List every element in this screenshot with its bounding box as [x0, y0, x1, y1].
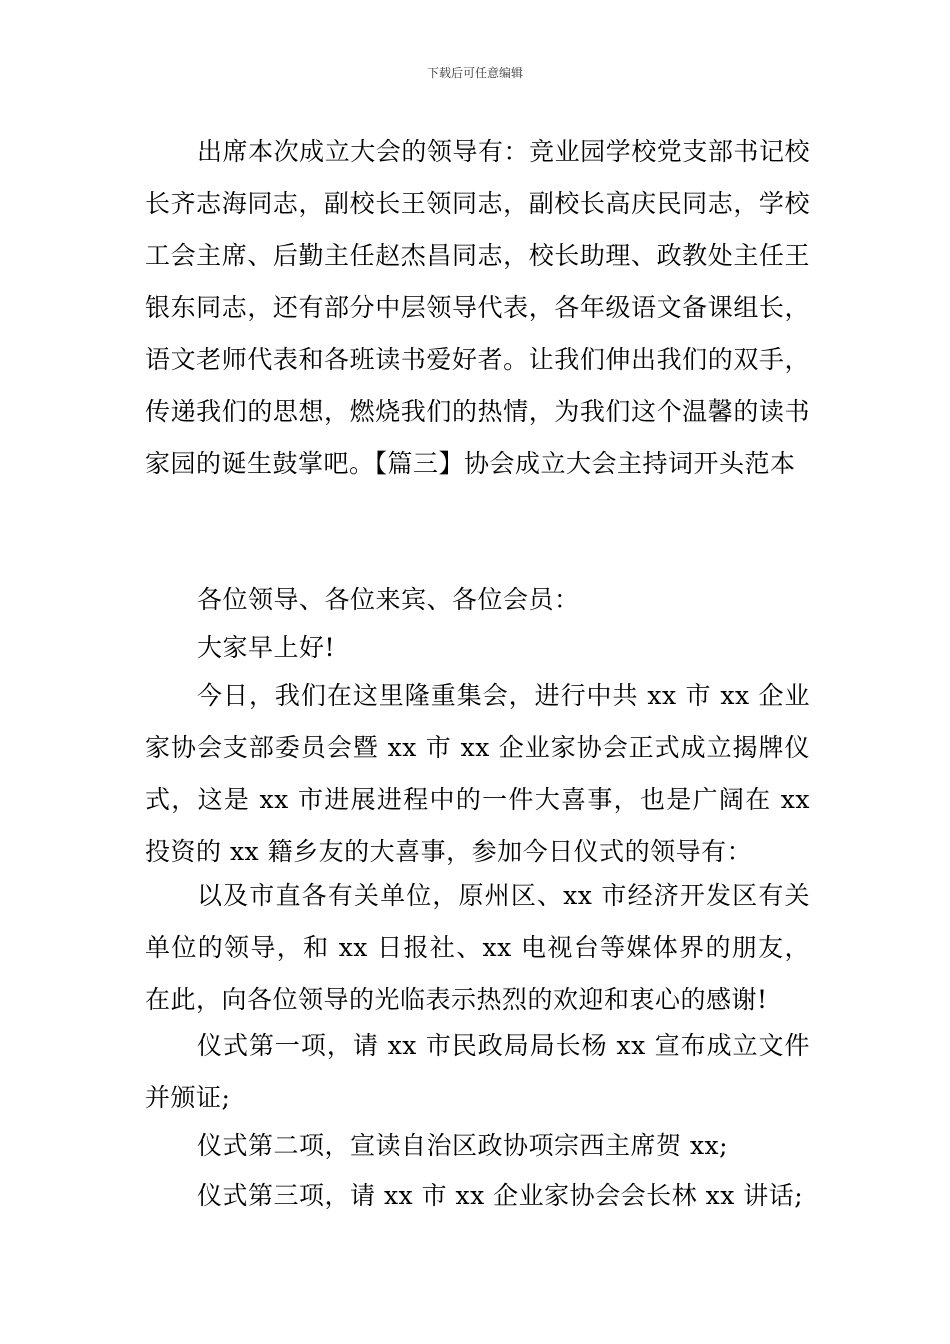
paragraph-greeting: 大家早上好! [197, 633, 336, 662]
paragraph-attendees: 出席本次成立大会的领导有：竞业园学校党支部书记校长齐志海同志，副校长王领同志，副校长高庆民同志，学校工会主席、后勤主任赵杰昌同志，校长助理、政教处主任王银东同志，还有部分中层领导代表，各年级语文备课组长，语文老师代表和各班读书爱好者。让我们伸出我们的双手，传递我们的思想，燃烧我们的热情，为我们这个温馨的读书家园的诞生鼓掌吧。【篇三】协会成立大会主持词开头范本 [145, 137, 810, 478]
paragraph-welcome: 以及市直各有关单位，原州区、xx 市经济开发区有关单位的领导，和 xx 日报社、xx 电视台等媒体界的朋友，在此，向各位领导的光临表示热烈的欢迎和衷心的感谢! [145, 881, 810, 1014]
page-header: 下载后可任意编辑 [426, 66, 523, 80]
paragraph-item-three: 仪式第三项，请 xx 市 xx 企业家协会会长林 xx 讲话; [197, 1181, 804, 1210]
paragraph-item-two: 仪式第二项，宣读自治区政协项宗西主席贺 xx; [197, 1131, 729, 1160]
paragraph-ceremony-intro: 今日，我们在这里隆重集会，进行中共 xx 市 xx 企业家协会支部委员会暨 xx 市 xx 企业家协会正式成立揭牌仪式，这是 xx 市进展进程中的一件大喜事，也是广阔在 xx 投资的 xx 籍乡友的大喜事，参加今日仪式的领导有： [145, 681, 810, 866]
paragraph-salutation: 各位领导、各位来宾、各位会员： [197, 585, 580, 614]
paragraph-item-one: 仪式第一项，请 xx 市民政局局长杨 xx 宣布成立文件并颁证; [145, 1031, 810, 1112]
